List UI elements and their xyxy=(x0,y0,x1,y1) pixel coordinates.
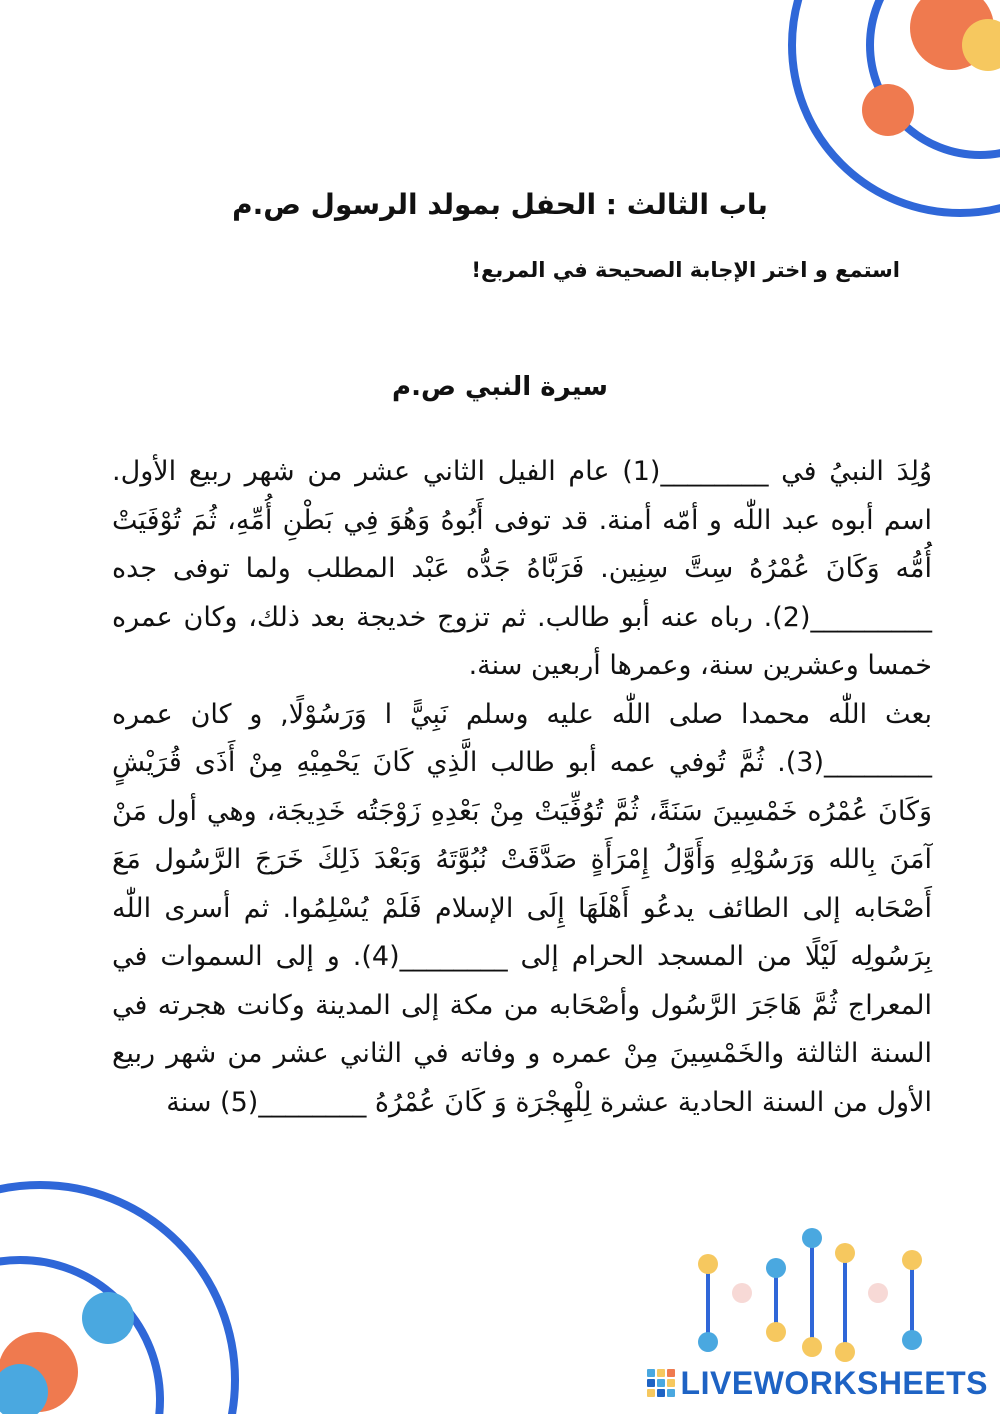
liveworksheets-logo xyxy=(647,1366,988,1400)
page-title: باب الثالث : الحفل بمولد الرسول ص.م xyxy=(232,188,768,221)
bottom-right-decoration xyxy=(698,1228,922,1362)
passage-paragraph: وُلِدَ النبيُ في ________(1) عام الفيل الثاني عشر من شهر ربيع الأول. اسم أبوه عبد اللّٰه و أمّه أمنة. قد توفى أَبُوهُ وَهُوَ فِي بَطْنِ أُمِّهِ، ثُمَ تُوْفَيَتْ أُمُّه وَكَانَ عُمْرُهُ سِتَّ سِنِين. فَرَبَّاهُ جَدُّه عَبْد المطلب ولما توفى جده _________(2). رباه عنه أبو طالب. ثم تزوج خديجة بعد ذلك، وكان عمره خمسا وعشرين سنة، وعمرها أربعين سنة. xyxy=(112,456,932,681)
logo-text: LIVEWORKSHEETS xyxy=(680,1364,988,1401)
passage xyxy=(112,448,932,1127)
bottom-left-decoration xyxy=(0,1185,235,1414)
instruction-text: استمع و اختر الإجابة الصحيحة في المربع! xyxy=(471,258,900,282)
logo-grid-icon xyxy=(647,1369,675,1397)
passage-paragraph: بعث اللّٰه محمدا صلى اللّٰه عليه وسلم نَبِيًّ ا وَرَسُوْلًا, و كان عمره ________(3). ثُمَّ تُوفي عمه أبو طالب الَّذِي كَانَ يَحْمِيْهِ مِنْ أَذَى قُرَيْشٍ وَكَانَ عُمْرُه خَمْسِينَ سَنَةً، ثُمَّ تُوُفِّيَتْ مِنْ بَعْدِهِ زَوْجَتُه خَدِيجَة، وهي أول مَنْ آمَنَ بِالله وَرَسُوْلِهِ وَأَوَّلُ إِمْرَأَةٍ صَدَّقَتْ نُبُوَّتَهُ وَبَعْدَ ذَلِكَ خَرَجَ الرَّسُول مَعَ أَصْحَابه إلى الطائف يدعُو أَهْلَهَا إِلَى الإسلام فَلَمْ يُسْلِمُوا. ثم أسرى اللّٰه بِرَسُولِه لَيْلًا من المسجد الحرام إلى ________(4). و إلى السموات في المعراج ثُمَّ هَاجَرَ الرَّسُول وأصْحَابه من مكة إلى المدينة وكانت هجرته في السنة الثالثة والخَمْسِينَ مِنْ عمره و وفاته في الثاني عشر من شهر ربيع الأول من السنة الحادية عشرة لِلْهِجْرَة وَ كَانَ عُمْرُهُ ________(5) سنة xyxy=(112,698,933,1118)
top-right-decoration xyxy=(792,0,1000,213)
section-subtitle: سيرة النبي ص.م xyxy=(392,372,608,402)
